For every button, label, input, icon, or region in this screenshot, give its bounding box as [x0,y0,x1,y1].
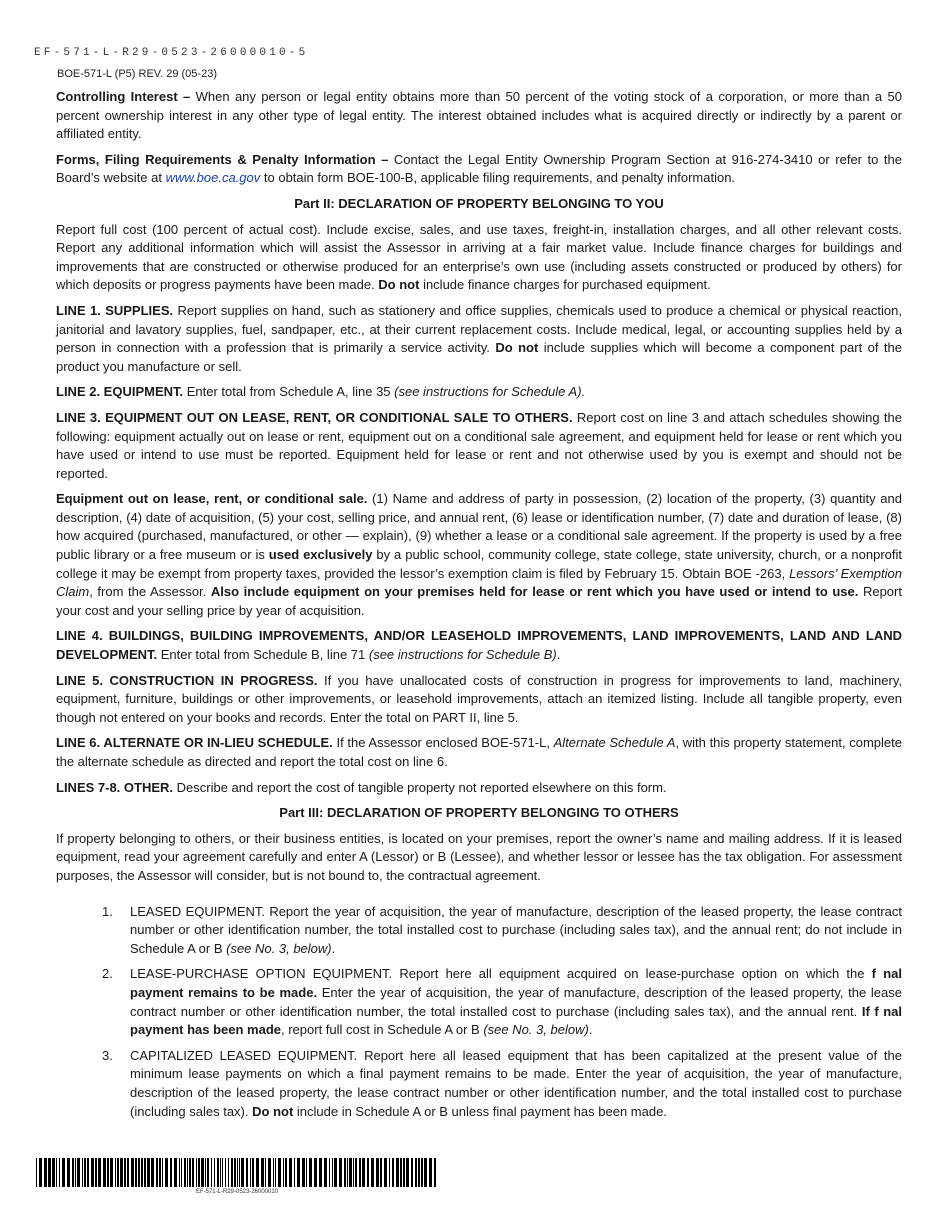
barcode-bar [217,1158,219,1187]
barcode-bar [62,1158,65,1187]
line-label: LINE 4. BUILDINGS, BUILDING IMPROVEMENTS, AND/OR LEASEHOLD IMPROVEMENTS, LAND IMPROVEMENTS, LAND AND LAND DEVELOPMENT. [56,628,902,663]
barcode-bar [184,1158,186,1187]
barcode-bar [421,1158,423,1187]
emphasis: Also include equipment on your premises held for lease or rent which you have used or intend to use. [210,584,859,600]
barcode-bar [228,1158,229,1187]
barcode-bar [309,1158,312,1187]
barcode-bar [294,1158,295,1187]
text: Report full cost (100 percent of actual cost). Include excise, sales, and use taxes, freight-in, installation charges, and all other relevant costs. Report any additional information which will assist the Assessor in arriving at a fair market value. Include finance charges for buildings and improvements that are constructed or otherwise produced for an enterprise’s own use (including assets constructed or produced by others) for which deposits or progress payments have been made. [56,221,902,293]
barcode-bar [424,1158,427,1187]
line-label: LINES 7-8. OTHER. [56,779,174,795]
lines-7-8-other [56,779,902,798]
barcode-bar [434,1158,436,1187]
line-label: LINE 5. CONSTRUCTION IN PROGRESS. [56,672,318,688]
emphasis: f nal payment remains to be made. [130,966,902,1000]
term: Forms, Filing Requirements & Penalty Information – [56,151,389,167]
barcode-bar [201,1158,204,1187]
barcode-bar [159,1158,161,1187]
barcode-bar [170,1158,172,1187]
barcode-bar [250,1158,251,1187]
barcode-bar [297,1158,300,1187]
barcode-bar [403,1158,405,1187]
emphasis: Do not [252,1103,294,1119]
barcode-bar [181,1158,182,1187]
barcode-bar [39,1158,42,1187]
line-5-construction [56,672,902,728]
barcode-bar [82,1158,83,1187]
line-label: LINE 6. ALTERNATE OR IN-LIEU SCHEDULE. [56,735,333,751]
emphasis: If f nal payment has been made [130,1003,903,1038]
barcode-bar [36,1158,37,1187]
barcode-bar [107,1158,109,1187]
text: include in Schedule A or B unless final payment has been made. [293,1103,667,1119]
definition: When any person or legal entity obtains more than 50 percent of the voting stock of a corporation, or more than a 50 percent ownership interest in any other type of legal entity. The interest obtained includes what is acquired directly or indirectly by a parent or affiliated entity. [56,89,902,142]
barcode-bar [411,1158,413,1187]
barcode-bar [144,1158,146,1187]
barcode-bar [289,1158,292,1187]
barcode-bar [56,1158,57,1187]
barcode-bar [72,1158,74,1187]
barcode-bar [103,1158,106,1187]
barcode-bar [147,1158,150,1187]
part-2-heading: Part II: DECLARATION OF PROPERTY BELONGING TO YOU [294,195,664,211]
barcode-bar [392,1158,394,1187]
barcode-bar [59,1158,60,1187]
barcode-bar [237,1158,238,1187]
part-3-heading: Part III: DECLARATION OF PROPERTY BELONGING TO OTHERS [279,805,679,821]
barcode-bar [189,1158,191,1187]
barcode-bar [225,1158,226,1187]
barcode-bar [302,1158,305,1187]
controlling-interest-paragraph [56,88,902,144]
text: to obtain form BOE-100-B, applicable filing requirements, and penalty information. [260,170,736,186]
barcode-bar [67,1158,70,1187]
barcode-bar [415,1158,417,1187]
form-top-code: EF-571-L-R29-0523-26000010-5 [34,47,309,59]
emphasis: Do not [495,340,539,356]
list-item [56,903,902,959]
barcode-bar [256,1158,259,1187]
barcode-bar [261,1158,264,1187]
barcode-bar [344,1158,346,1187]
barcode-bar [179,1158,180,1187]
barcode-bar [131,1158,134,1187]
barcode-caption: EF-571-L-R29-0523-26000010 [195,1189,279,1195]
list-item [56,1047,902,1121]
text: , with this property statement, complete the alternate schedule as directed and report the total cost on line 6. [56,735,902,769]
item-number: 3. [102,1047,113,1063]
barcode-bar [278,1158,281,1187]
text: . [331,940,336,956]
barcode-bar [192,1158,194,1187]
barcode-bar [268,1158,271,1187]
barcode-bar [241,1158,244,1187]
instructions-body [56,88,902,1128]
text: CAPITALIZED LEASED EQUIPMENT. Report here all leased equipment that has been capitalized at the present value of the minimum lease payments on which a final payment remains to be made. Enter the year of acquisition, the year of manufacture, description of the leased property, the lease contract number or other identification number, and the total installed cost to purchase (including sales tax). [130,1047,902,1119]
barcode-bar [198,1158,200,1187]
barcode-bar [151,1158,154,1187]
barcode-bar [138,1158,140,1187]
barcode-bar [400,1158,402,1187]
line-label: LINE 3. EQUIPMENT OUT ON LEASE, RENT, OR CONDITIONAL SALE TO OTHERS. [56,409,573,425]
text: If you have unallocated costs of construction in progress for improvements to land, machinery, equipment, furniture, buildings or other improvements, or leasehold improvements, attach an itemized listing. Include all tangible property, even though not entered on your books and records. Enter the total on PART II, line 5. [56,672,902,725]
barcode-bar [332,1158,333,1187]
line-3-leased-equipment [56,409,902,483]
barcode-bar [211,1158,212,1187]
barcode-bar [275,1158,276,1187]
text: include supplies which will become a component part of the product you manufacture or sell. [56,340,903,374]
barcode-bar [314,1158,317,1187]
barcode-bar [205,1158,206,1187]
barcode-bar [52,1158,55,1187]
barcode-bar [380,1158,382,1187]
barcode-bar [418,1158,420,1187]
barcode-bar [265,1158,266,1187]
barcode-bar [396,1158,399,1187]
barcode-bar [389,1158,390,1187]
barcode-bar [117,1158,119,1187]
barcode-bar [174,1158,177,1187]
barcode-bar [285,1158,287,1187]
barcode-bar [406,1158,409,1187]
barcode-bar [384,1158,387,1187]
text: , from the Assessor. [89,584,211,600]
form-revision: BOE-571-L (P5) REV. 29 (05-23) [57,68,217,80]
item-number: 2. [102,966,113,982]
text: Contact the Legal Entity Ownership Program Section at 916-274-3410 or refer to the Board’s website at [56,151,903,186]
barcode-bar [283,1158,284,1187]
barcode-bar [95,1158,97,1187]
barcode-bar [347,1158,348,1187]
barcode-bar [120,1158,123,1187]
barcode-bar [246,1158,248,1187]
barcode-bar [135,1158,137,1187]
line-4-buildings [56,627,902,664]
text: , report full cost in Schedule A or B [281,1022,484,1038]
barcode-bar [334,1158,337,1187]
barcode-bar [353,1158,354,1187]
barcode-bar [98,1158,101,1187]
barcode-bar [222,1158,223,1187]
subheading: Equipment out on lease, rent, or conditional sale. [56,491,368,507]
emphasis: used exclusively [268,547,373,563]
barcode-bar [124,1158,126,1187]
reference: (see instructions for Schedule A). [394,384,586,400]
barcode-bar [239,1158,240,1187]
barcode-bar [77,1158,80,1187]
text: Describe and report the cost of tangible property not reported elsewhere on this form. [173,779,667,795]
barcode-bar [359,1158,361,1187]
boe-website-link[interactable]: www.boe.ca.gov [165,170,261,186]
barcode-bar [156,1158,158,1187]
barcode-bar [84,1158,86,1187]
line-label: LINE 1. SUPPLIES. [56,302,174,318]
barcode-bar [306,1158,307,1187]
barcode-bar [141,1158,143,1187]
form-title: Alternate Schedule A [553,735,676,751]
barcode-bar [48,1158,51,1187]
barcode-bar [329,1158,330,1187]
barcode-bar [367,1158,369,1187]
barcode-bar [252,1158,254,1187]
form-title: Lessors’ Exemption Claim [56,565,902,600]
barcode-bar [87,1158,89,1187]
barcode-bar [44,1158,47,1187]
barcode-bar [362,1158,365,1187]
part-2-intro [56,221,902,295]
barcode-bar [75,1158,76,1187]
text: LEASED EQUIPMENT. Report the year of acquisition, the year of manufacture, description of the leased property, the lease contract number or other identification number, the total installed cost to purchase (including sales tax), and the annual rent; do not include in Schedule A or B [130,903,902,956]
text: include finance charges for purchased equipment. [419,277,711,293]
line-label: LINE 2. EQUIPMENT. [56,384,184,400]
reference: (see No. 3, below) [226,940,332,956]
barcode-bar [234,1158,236,1187]
line-2-equipment [56,383,902,402]
barcode-bar [273,1158,274,1187]
text: Enter total from Schedule B, line 71 [157,647,369,663]
property-of-others-list [56,903,902,1122]
barcode-bar [127,1158,129,1187]
part-3-intro: If property belonging to others, or their business entities, is located on your premises, report the owner’s name and mailing address. If it is leased equipment, read your agreement carefully and enter A (Lessor) or B (Lessee), and whether lessor or lessee has the tax obligation. For assessment purposes, the Assessor will consider, but is not bound to, the contractual agreement. [56,830,902,883]
text: . [588,1022,593,1038]
barcode-bar [324,1158,327,1187]
text: If the Assessor enclosed BOE-571-L, [332,735,554,751]
barcode-bar [231,1158,233,1187]
forms-filing-paragraph [56,151,902,188]
text: Report your cost and your selling price by year of acquisition. [56,584,902,618]
barcode-bar [91,1158,94,1187]
barcode-bar [355,1158,357,1187]
reference: (see instructions for Schedule B) [368,647,557,663]
barcode-bar [376,1158,379,1187]
barcode-bar [196,1158,197,1187]
text: Enter the year of acquisition, the year of manufacture, description of the leased property, the lease contract number or other identification number, the total installed cost to purchase (including sales tax), and the annual rent. [130,984,902,1019]
line-1-supplies [56,302,902,376]
barcode-bar [220,1158,221,1187]
line-6-alternate-schedule [56,734,902,771]
barcode-bar [110,1158,113,1187]
text: Report cost on line 3 and attach schedules showing the following: equipment actually out on lease or rent, equipment out on a conditional sale agreement, and equipment held for lease or rent which you have used or intend to use must be reported. Equipment held for lease or rent and not otherwise used by you is exempt and should not be reported. [56,409,902,481]
barcode-bar [207,1158,209,1187]
barcode-bar [319,1158,322,1187]
barcode-bar [214,1158,215,1187]
barcode-bar [165,1158,168,1187]
text: (1) Name and address of party in possession, (2) location of the property, (3) quantity and description, (4) date of acquisition, (5) your cost, selling price, and annual rent, (6) lease or identification number, (7) date and duration of lease, (8) how acquired (purchased, manufactured, or other — explain), (9) whether a lease or a conditional sale agreement. If the property is used by a free public library or a free museum or is [56,491,902,563]
text: Enter total from Schedule A, line 35 [183,384,395,400]
text: LEASE-PURCHASE OPTION EQUIPMENT. Report here all equipment acquired on lease-purchase option on which the [130,966,872,982]
barcode-bar [371,1158,374,1187]
barcode-bar [339,1158,342,1187]
barcode-bar [349,1158,352,1187]
emphasis: Do not [378,277,420,293]
text: Report supplies on hand, such as stationery and office supplies, chemicals used to produce a chemical or physical reaction, janitorial and lavatory supplies, fuel, sandpaper, etc., at their current replacement costs. Include medical, legal, or accounting supplies held by a person in connection with a profession that is primarily a service activity. [56,302,902,356]
text: . [556,647,561,663]
barcode [36,1158,438,1187]
barcode-bar [115,1158,116,1187]
barcode-bar [187,1158,188,1187]
term: Controlling Interest – [56,89,191,104]
barcode-bar [429,1158,432,1187]
text: by a public school, community college, state college, state university, church, or a nonprofit college it may be exempt from property taxes, provided the lessor’s exemption claim is filed by February 15. Obtain BOE -263, [56,547,903,581]
item-number: 1. [102,903,113,919]
equipment-out-paragraph [56,490,902,620]
list-item [56,965,902,1039]
barcode-bar [162,1158,163,1187]
reference: (see No. 3, below) [483,1022,589,1038]
